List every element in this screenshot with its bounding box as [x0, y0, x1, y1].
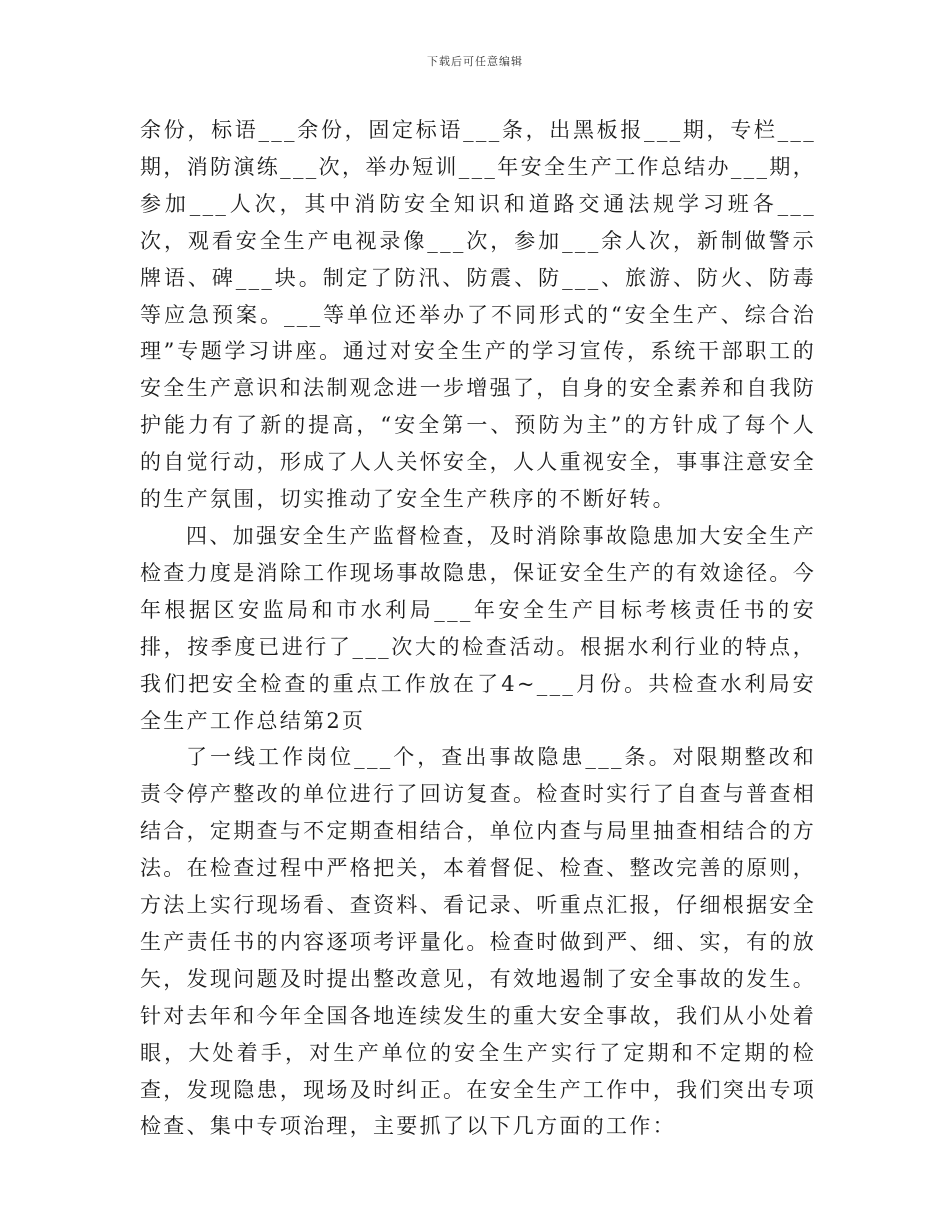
document-body: [140, 112, 816, 1145]
header-note: 下载后可任意编辑: [427, 55, 523, 68]
paragraph-3: 了一线工作岗位___个，查出事故隐患___条。对限期整改和责令停产整改的单位进行了回访复查。检查时实行了自查与普查相结合，定期查与不定期查相结合，单位内查与局里抽查相结合的方法。在检查过程中严格把关，本着督促、检查、整改完善的原则，方法上实行现场看、查资料、看记录、听重点汇报，仔细根据安全生产责任书的内容逐项考评量化。检查时做到严、细、实，有的放矢，发现问题及时提出整改意见，有效地遏制了安全事故的发生。针对去年和今年全国各地连续发生的重大安全事故，我们从小处着眼，大处着手，对生产单位的安全生产实行了定期和不定期的检查，发现隐患，现场及时纠正。在安全生产工作中，我们突出专项检查、集中专项治理，主要抓了以下几方面的工作：: [140, 745, 816, 1139]
paragraph-1: 余份，标语___余份，固定标语___条，出黑板报___期，专栏___期，消防演练___次，举办短训___年安全生产工作总结办___期，参加___人次，其中消防安全知识和道路交通法规学习班各___次，观看安全生产电视录像___次，参加___余人次，新制做警示牌语、碑___块。制定了防汛、防震、防___、旅游、防火、防毒等应急预案。___等单位还举办了不同形式的“安全生产、综合治理”专题学习讲座。通过对安全生产的学习宣传，系统干部职工的安全生产意识和法制观念进一步增强了，自身的安全素养和自我防护能力有了新的提高，“安全第一、预防为主”的方针成了每个人的自觉行动，形成了人人关怀安全，人人重视安全，事事注意安全的生产氛围，切实推动了安全生产秩序的不断好转。: [140, 118, 816, 512]
paragraph-2: 四、加强安全生产监督检查，及时消除事故隐患加大安全生产检查力度是消除工作现场事故隐患，保证安全生产的有效途径。今年根据区安监局和市水利局___年安全生产目标考核责任书的安排，按季度已进行了___次大的检查活动。根据水利行业的特点，我们把安全检查的重点工作放在了4~___月份。共检查水利局安全生产工作总结第2页: [140, 523, 816, 733]
